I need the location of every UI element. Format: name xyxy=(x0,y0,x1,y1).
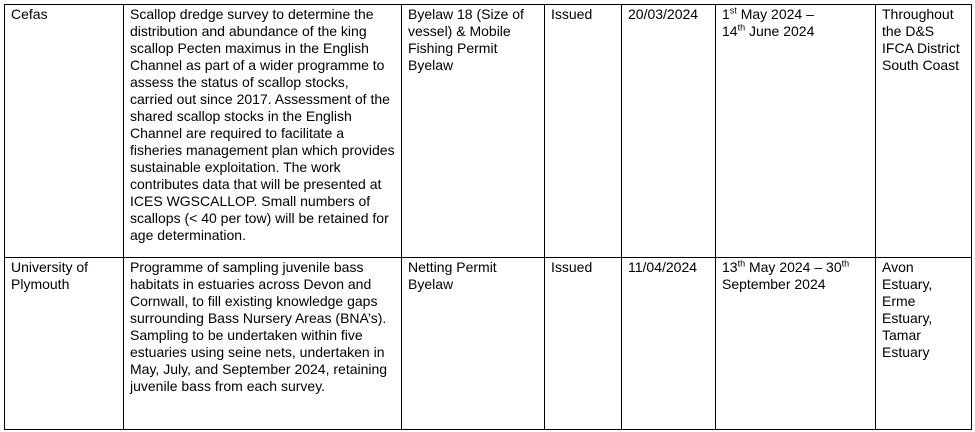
status-cell: Issued xyxy=(545,5,622,258)
period-start-suffix: th xyxy=(737,258,746,269)
period-start-day: 1 xyxy=(722,6,730,22)
period-start-suffix: st xyxy=(729,5,737,16)
period-cell xyxy=(716,5,876,258)
period-end-day: 30 xyxy=(826,259,842,275)
date-issued-cell: 11/04/2024 xyxy=(622,258,716,430)
period-start-rest: May 2024 – xyxy=(745,259,827,275)
organisation-cell: University of Plymouth xyxy=(5,258,124,430)
location-cell: Throughout the D&S IFCA District South Coast xyxy=(876,5,972,258)
byelaw-cell: Netting Permit Byelaw xyxy=(402,258,545,430)
period-end-day: 14 xyxy=(722,23,738,39)
period-end-rest: September 2024 xyxy=(722,276,826,292)
period-end-rest: June 2024 xyxy=(745,23,815,39)
status-cell: Issued xyxy=(545,258,622,430)
byelaw-cell: Byelaw 18 (Size of vessel) & Mobile Fishing Permit Byelaw xyxy=(402,5,545,258)
period-end-suffix: th xyxy=(737,22,746,33)
table-row xyxy=(5,5,972,258)
description-cell: Scallop dredge survey to determine the distribution and abundance of the king scallop Pecten maximus in the English Channel as part of a wider programme to assess the status of scallop stocks, carried out since 2017. Assessment of the shared scallop stocks in the English Channel are required to facilitate a fisheries management plan which provides sustainable exploitation. The work contributes data that will be presented at ICES WGSCALLOP. Small numbers of scallops (< 40 per tow) will be retained for age determination. xyxy=(124,5,402,258)
table-row xyxy=(5,258,972,430)
location-cell: Avon Estuary, Erme Estuary, Tamar Estuary xyxy=(876,258,972,430)
period-start-rest: May 2024 – xyxy=(736,6,814,22)
period-cell xyxy=(716,258,876,430)
period-end-suffix: th xyxy=(841,258,850,269)
description-cell: Programme of sampling juvenile bass habitats in estuaries across Devon and Cornwall, to fill existing knowledge gaps surrounding Bass Nursery Areas (BNA’s). Sampling to be undertaken within five estuaries using seine nets, undertaken in May, July, and September 2024, retaining juvenile bass from each survey. xyxy=(124,258,402,430)
period-start-day: 13 xyxy=(722,259,738,275)
date-issued-cell: 20/03/2024 xyxy=(622,5,716,258)
permits-table xyxy=(4,4,972,430)
organisation-cell: Cefas xyxy=(5,5,124,258)
